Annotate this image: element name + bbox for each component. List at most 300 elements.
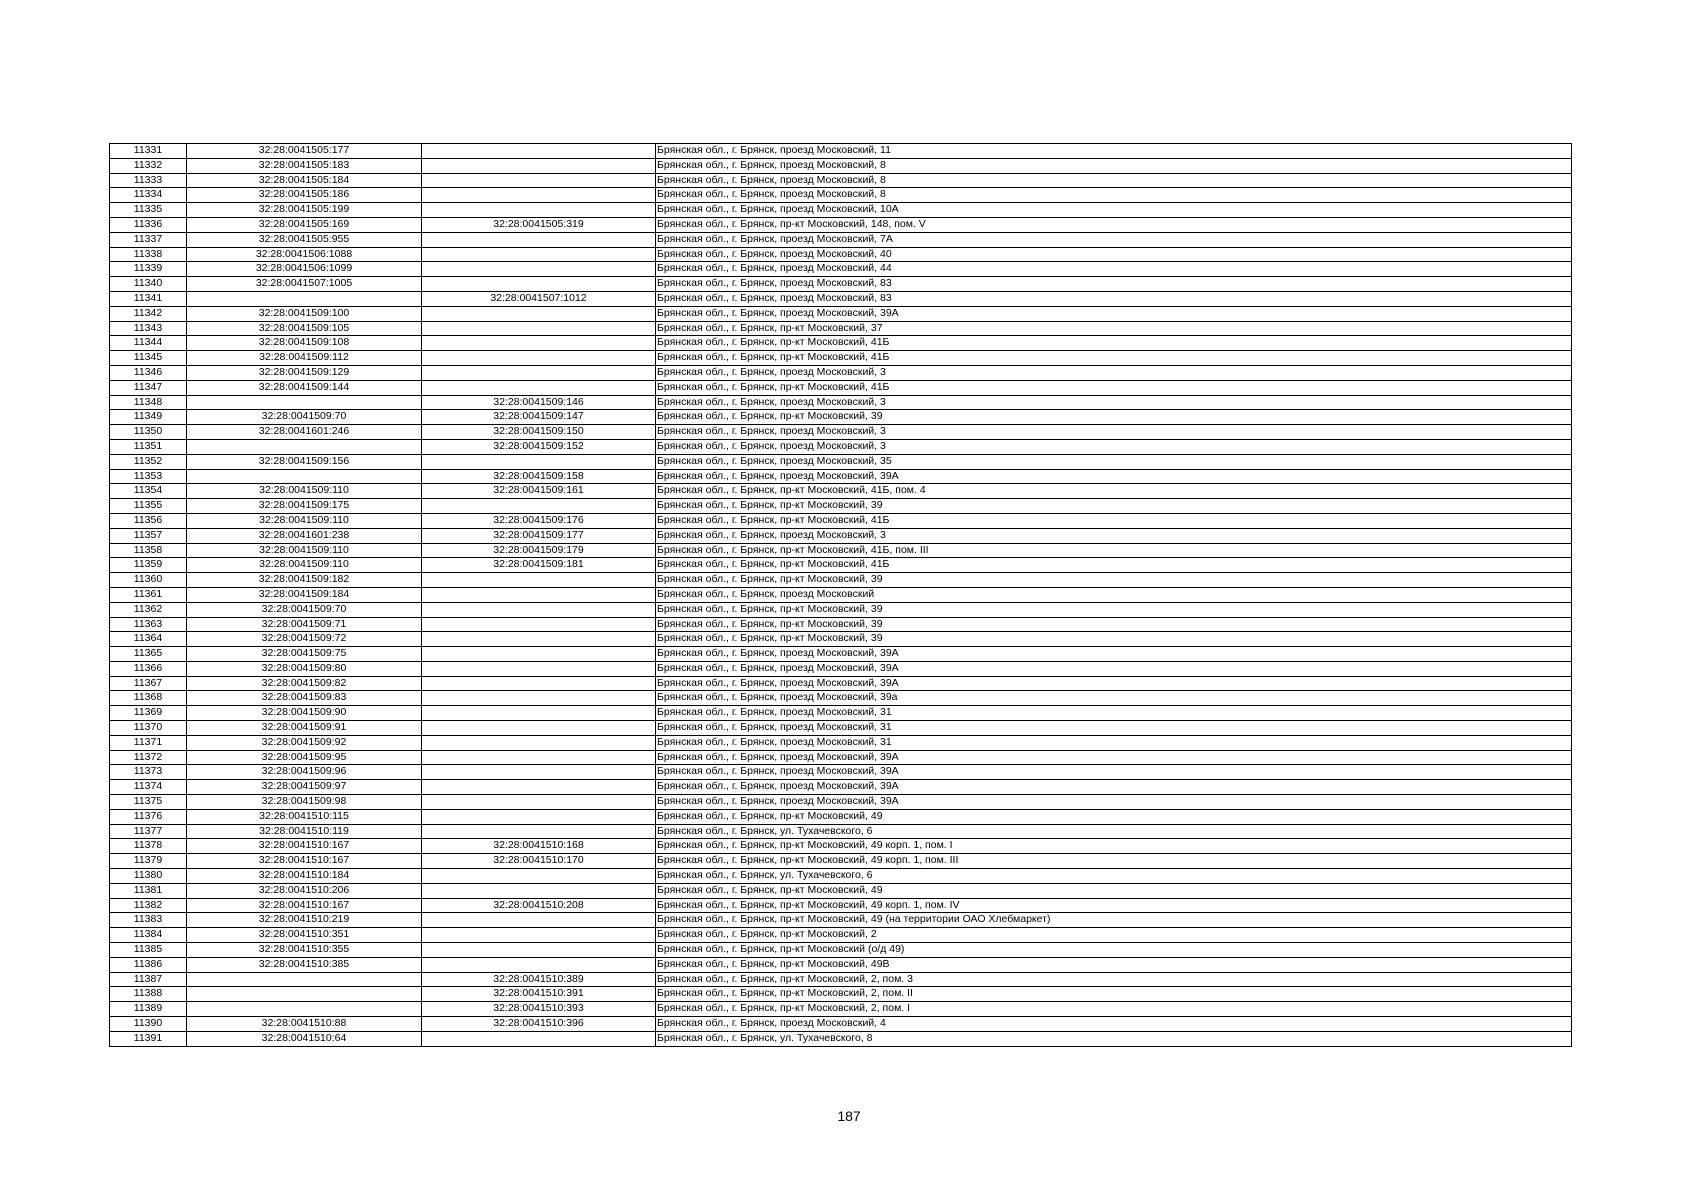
table-row xyxy=(110,957,1572,972)
row-number-cell: 11355 xyxy=(110,499,187,514)
parent-cadastral-number-cell: 32:28:0041510:391 xyxy=(422,987,656,1002)
parent-cadastral-number-cell xyxy=(422,647,656,662)
table-row xyxy=(110,765,1572,780)
address-cell: Брянская обл., г. Брянск, проезд Московский, 31 xyxy=(656,721,1572,736)
address-cell: Брянская обл., г. Брянск, пр-кт Московский, 39 xyxy=(656,410,1572,425)
address-cell: Брянская обл., г. Брянск, проезд Московский, 39А xyxy=(656,750,1572,765)
parent-cadastral-number-cell xyxy=(422,158,656,173)
cadastral-number-cell: 32:28:0041509:98 xyxy=(187,795,422,810)
row-number-cell: 11339 xyxy=(110,262,187,277)
row-number-cell: 11335 xyxy=(110,203,187,218)
cadastral-number-cell: 32:28:0041505:183 xyxy=(187,158,422,173)
cadastral-number-cell: 32:28:0041510:88 xyxy=(187,1017,422,1032)
parent-cadastral-number-cell xyxy=(422,691,656,706)
table-row xyxy=(110,144,1572,159)
table-row xyxy=(110,188,1572,203)
row-number-cell: 11377 xyxy=(110,824,187,839)
table-row xyxy=(110,306,1572,321)
row-number-cell: 11348 xyxy=(110,395,187,410)
row-number-cell: 11373 xyxy=(110,765,187,780)
cadastral-number-cell: 32:28:0041509:110 xyxy=(187,543,422,558)
parent-cadastral-number-cell xyxy=(422,380,656,395)
row-number-cell: 11375 xyxy=(110,795,187,810)
row-number-cell: 11334 xyxy=(110,188,187,203)
parent-cadastral-number-cell xyxy=(422,587,656,602)
table-row xyxy=(110,410,1572,425)
address-cell: Брянская обл., г. Брянск, пр-кт Московский, 39 xyxy=(656,632,1572,647)
row-number-cell: 11342 xyxy=(110,306,187,321)
parent-cadastral-number-cell: 32:28:0041507:1012 xyxy=(422,291,656,306)
table-row xyxy=(110,691,1572,706)
registry-table xyxy=(109,143,1572,1047)
address-cell: Брянская обл., г. Брянск, проезд Московский, 39а xyxy=(656,691,1572,706)
parent-cadastral-number-cell xyxy=(422,661,656,676)
parent-cadastral-number-cell: 32:28:0041509:152 xyxy=(422,439,656,454)
cadastral-number-cell: 32:28:0041510:167 xyxy=(187,839,422,854)
table-row xyxy=(110,232,1572,247)
row-number-cell: 11347 xyxy=(110,380,187,395)
address-cell: Брянская обл., г. Брянск, проезд Московский, 3 xyxy=(656,425,1572,440)
parent-cadastral-number-cell xyxy=(422,780,656,795)
table-row xyxy=(110,439,1572,454)
cadastral-number-cell: 32:28:0041510:351 xyxy=(187,928,422,943)
cadastral-number-cell: 32:28:0041506:1088 xyxy=(187,247,422,262)
table-row xyxy=(110,1017,1572,1032)
table-row xyxy=(110,780,1572,795)
address-cell: Брянская обл., г. Брянск, ул. Тухачевского, 6 xyxy=(656,824,1572,839)
parent-cadastral-number-cell xyxy=(422,602,656,617)
cadastral-number-cell: 32:28:0041510:184 xyxy=(187,869,422,884)
cadastral-number-cell: 32:28:0041509:71 xyxy=(187,617,422,632)
cadastral-number-cell: 32:28:0041510:115 xyxy=(187,809,422,824)
cadastral-number-cell: 32:28:0041509:105 xyxy=(187,321,422,336)
cadastral-number-cell: 32:28:0041601:238 xyxy=(187,528,422,543)
cadastral-number-cell: 32:28:0041509:96 xyxy=(187,765,422,780)
address-cell: Брянская обл., г. Брянск, пр-кт Московский, 2, пом. 3 xyxy=(656,972,1572,987)
cadastral-number-cell xyxy=(187,1002,422,1017)
table-row xyxy=(110,943,1572,958)
parent-cadastral-number-cell xyxy=(422,706,656,721)
row-number-cell: 11391 xyxy=(110,1031,187,1046)
row-number-cell: 11371 xyxy=(110,735,187,750)
table-row xyxy=(110,380,1572,395)
parent-cadastral-number-cell xyxy=(422,573,656,588)
parent-cadastral-number-cell xyxy=(422,306,656,321)
cadastral-number-cell: 32:28:0041509:175 xyxy=(187,499,422,514)
table-row xyxy=(110,469,1572,484)
row-number-cell: 11384 xyxy=(110,928,187,943)
address-cell: Брянская обл., г. Брянск, пр-кт Московский, 41Б, пом. III xyxy=(656,543,1572,558)
row-number-cell: 11370 xyxy=(110,721,187,736)
cadastral-number-cell: 32:28:0041509:70 xyxy=(187,410,422,425)
table-row xyxy=(110,454,1572,469)
cadastral-number-cell: 32:28:0041505:177 xyxy=(187,144,422,159)
row-number-cell: 11376 xyxy=(110,809,187,824)
row-number-cell: 11346 xyxy=(110,365,187,380)
address-cell: Брянская обл., г. Брянск, проезд Московский, 39А xyxy=(656,765,1572,780)
parent-cadastral-number-cell xyxy=(422,499,656,514)
parent-cadastral-number-cell xyxy=(422,869,656,884)
address-cell: Брянская обл., г. Брянск, проезд Московский, 39А xyxy=(656,306,1572,321)
address-cell: Брянская обл., г. Брянск, пр-кт Московский, 49 корп. 1, пом. III xyxy=(656,854,1572,869)
address-cell: Брянская обл., г. Брянск, проезд Московский, 7А xyxy=(656,232,1572,247)
address-cell: Брянская обл., г. Брянск, пр-кт Московский (о/д 49) xyxy=(656,943,1572,958)
parent-cadastral-number-cell: 32:28:0041510:389 xyxy=(422,972,656,987)
cadastral-number-cell: 32:28:0041509:100 xyxy=(187,306,422,321)
row-number-cell: 11357 xyxy=(110,528,187,543)
cadastral-number-cell: 32:28:0041510:355 xyxy=(187,943,422,958)
cadastral-number-cell: 32:28:0041506:1099 xyxy=(187,262,422,277)
parent-cadastral-number-cell xyxy=(422,676,656,691)
table-row xyxy=(110,824,1572,839)
table-row xyxy=(110,247,1572,262)
address-cell: Брянская обл., г. Брянск, пр-кт Московский, 37 xyxy=(656,321,1572,336)
cadastral-number-cell: 32:28:0041510:167 xyxy=(187,898,422,913)
table-row xyxy=(110,173,1572,188)
row-number-cell: 11383 xyxy=(110,913,187,928)
table-row xyxy=(110,972,1572,987)
table-row xyxy=(110,854,1572,869)
table-row xyxy=(110,513,1572,528)
table-row xyxy=(110,573,1572,588)
table-row xyxy=(110,913,1572,928)
cadastral-number-cell: 32:28:0041507:1005 xyxy=(187,277,422,292)
row-number-cell: 11350 xyxy=(110,425,187,440)
cadastral-number-cell: 32:28:0041509:82 xyxy=(187,676,422,691)
address-cell: Брянская обл., г. Брянск, проезд Московский, 40 xyxy=(656,247,1572,262)
parent-cadastral-number-cell: 32:28:0041510:208 xyxy=(422,898,656,913)
table-row xyxy=(110,321,1572,336)
row-number-cell: 11353 xyxy=(110,469,187,484)
row-number-cell: 11372 xyxy=(110,750,187,765)
address-cell: Брянская обл., г. Брянск, проезд Московский, 4 xyxy=(656,1017,1572,1032)
address-cell: Брянская обл., г. Брянск, проезд Московский, 44 xyxy=(656,262,1572,277)
row-number-cell: 11351 xyxy=(110,439,187,454)
address-cell: Брянская обл., г. Брянск, пр-кт Московский, 49 xyxy=(656,883,1572,898)
row-number-cell: 11380 xyxy=(110,869,187,884)
row-number-cell: 11387 xyxy=(110,972,187,987)
address-cell: Брянская обл., г. Брянск, пр-кт Московский, 2, пом. II xyxy=(656,987,1572,1002)
address-cell: Брянская обл., г. Брянск, пр-кт Московский, 148, пом. V xyxy=(656,217,1572,232)
address-cell: Брянская обл., г. Брянск, пр-кт Московский, 49 корп. 1, пом. I xyxy=(656,839,1572,854)
cadastral-number-cell: 32:28:0041509:110 xyxy=(187,558,422,573)
table-row xyxy=(110,262,1572,277)
parent-cadastral-number-cell: 32:28:0041509:147 xyxy=(422,410,656,425)
cadastral-number-cell: 32:28:0041509:97 xyxy=(187,780,422,795)
address-cell: Брянская обл., г. Брянск, пр-кт Московский, 41Б xyxy=(656,336,1572,351)
cadastral-number-cell: 32:28:0041509:182 xyxy=(187,573,422,588)
cadastral-number-cell: 32:28:0041509:72 xyxy=(187,632,422,647)
cadastral-number-cell: 32:28:0041510:385 xyxy=(187,957,422,972)
table-row xyxy=(110,425,1572,440)
parent-cadastral-number-cell xyxy=(422,721,656,736)
parent-cadastral-number-cell xyxy=(422,795,656,810)
row-number-cell: 11374 xyxy=(110,780,187,795)
parent-cadastral-number-cell: 32:28:0041509:158 xyxy=(422,469,656,484)
parent-cadastral-number-cell: 32:28:0041510:170 xyxy=(422,854,656,869)
cadastral-number-cell: 32:28:0041505:199 xyxy=(187,203,422,218)
address-cell: Брянская обл., г. Брянск, пр-кт Московский, 41Б xyxy=(656,351,1572,366)
parent-cadastral-number-cell: 32:28:0041510:393 xyxy=(422,1002,656,1017)
table-row xyxy=(110,869,1572,884)
table-row xyxy=(110,543,1572,558)
row-number-cell: 11389 xyxy=(110,1002,187,1017)
address-cell: Брянская обл., г. Брянск, пр-кт Московский, 39 xyxy=(656,617,1572,632)
parent-cadastral-number-cell: 32:28:0041510:168 xyxy=(422,839,656,854)
parent-cadastral-number-cell xyxy=(422,247,656,262)
table-row xyxy=(110,484,1572,499)
table-row xyxy=(110,203,1572,218)
row-number-cell: 11344 xyxy=(110,336,187,351)
address-cell: Брянская обл., г. Брянск, проезд Московский, 8 xyxy=(656,188,1572,203)
parent-cadastral-number-cell: 32:28:0041510:396 xyxy=(422,1017,656,1032)
table-row xyxy=(110,809,1572,824)
cadastral-number-cell: 32:28:0041510:167 xyxy=(187,854,422,869)
parent-cadastral-number-cell xyxy=(422,883,656,898)
parent-cadastral-number-cell xyxy=(422,277,656,292)
parent-cadastral-number-cell xyxy=(422,957,656,972)
parent-cadastral-number-cell xyxy=(422,262,656,277)
address-cell: Брянская обл., г. Брянск, проезд Московский, 83 xyxy=(656,291,1572,306)
table-row xyxy=(110,706,1572,721)
parent-cadastral-number-cell: 32:28:0041509:181 xyxy=(422,558,656,573)
cadastral-number-cell xyxy=(187,469,422,484)
address-cell: Брянская обл., г. Брянск, пр-кт Московский, 41Б xyxy=(656,380,1572,395)
table-row xyxy=(110,602,1572,617)
parent-cadastral-number-cell: 32:28:0041509:150 xyxy=(422,425,656,440)
table-row xyxy=(110,883,1572,898)
parent-cadastral-number-cell xyxy=(422,809,656,824)
parent-cadastral-number-cell xyxy=(422,365,656,380)
address-cell: Брянская обл., г. Брянск, пр-кт Московский, 41Б, пом. 4 xyxy=(656,484,1572,499)
cadastral-number-cell: 32:28:0041505:169 xyxy=(187,217,422,232)
address-cell: Брянская обл., г. Брянск, пр-кт Московский, 49 xyxy=(656,809,1572,824)
cadastral-number-cell: 32:28:0041509:70 xyxy=(187,602,422,617)
table-row xyxy=(110,647,1572,662)
row-number-cell: 11336 xyxy=(110,217,187,232)
table-row xyxy=(110,617,1572,632)
row-number-cell: 11364 xyxy=(110,632,187,647)
table-row xyxy=(110,721,1572,736)
row-number-cell: 11362 xyxy=(110,602,187,617)
row-number-cell: 11382 xyxy=(110,898,187,913)
row-number-cell: 11388 xyxy=(110,987,187,1002)
parent-cadastral-number-cell: 32:28:0041509:176 xyxy=(422,513,656,528)
address-cell: Брянская обл., г. Брянск, ул. Тухачевского, 6 xyxy=(656,869,1572,884)
address-cell: Брянская обл., г. Брянск, пр-кт Московский, 49 корп. 1, пом. IV xyxy=(656,898,1572,913)
address-cell: Брянская обл., г. Брянск, проезд Московский, 3 xyxy=(656,395,1572,410)
cadastral-number-cell xyxy=(187,972,422,987)
table-row xyxy=(110,351,1572,366)
cadastral-number-cell: 32:28:0041505:186 xyxy=(187,188,422,203)
address-cell: Брянская обл., г. Брянск, проезд Московский, 3 xyxy=(656,439,1572,454)
row-number-cell: 11332 xyxy=(110,158,187,173)
address-cell: Брянская обл., г. Брянск, проезд Московский, 8 xyxy=(656,158,1572,173)
cadastral-number-cell: 32:28:0041509:92 xyxy=(187,735,422,750)
address-cell: Брянская обл., г. Брянск, пр-кт Московский, 39 xyxy=(656,573,1572,588)
address-cell: Брянская обл., г. Брянск, проезд Московский, 39А xyxy=(656,647,1572,662)
parent-cadastral-number-cell: 32:28:0041505:319 xyxy=(422,217,656,232)
cadastral-number-cell: 32:28:0041505:955 xyxy=(187,232,422,247)
address-cell: Брянская обл., г. Брянск, пр-кт Московский, 2 xyxy=(656,928,1572,943)
cadastral-number-cell: 32:28:0041510:119 xyxy=(187,824,422,839)
row-number-cell: 11367 xyxy=(110,676,187,691)
cadastral-number-cell xyxy=(187,987,422,1002)
table-row xyxy=(110,839,1572,854)
row-number-cell: 11360 xyxy=(110,573,187,588)
table-row xyxy=(110,735,1572,750)
row-number-cell: 11359 xyxy=(110,558,187,573)
cadastral-number-cell xyxy=(187,439,422,454)
cadastral-number-cell: 32:28:0041510:64 xyxy=(187,1031,422,1046)
row-number-cell: 11349 xyxy=(110,410,187,425)
table-row xyxy=(110,558,1572,573)
row-number-cell: 11356 xyxy=(110,513,187,528)
address-cell: Брянская обл., г. Брянск, пр-кт Московский, 2, пом. I xyxy=(656,1002,1572,1017)
table-row xyxy=(110,499,1572,514)
row-number-cell: 11354 xyxy=(110,484,187,499)
table-row xyxy=(110,987,1572,1002)
cadastral-number-cell: 32:28:0041509:110 xyxy=(187,484,422,499)
cadastral-number-cell xyxy=(187,291,422,306)
cadastral-number-cell xyxy=(187,395,422,410)
cadastral-number-cell: 32:28:0041509:83 xyxy=(187,691,422,706)
parent-cadastral-number-cell xyxy=(422,454,656,469)
address-cell: Брянская обл., г. Брянск, пр-кт Московский, 49В xyxy=(656,957,1572,972)
parent-cadastral-number-cell: 32:28:0041509:179 xyxy=(422,543,656,558)
table-row xyxy=(110,365,1572,380)
cadastral-number-cell: 32:28:0041509:112 xyxy=(187,351,422,366)
row-number-cell: 11365 xyxy=(110,647,187,662)
address-cell: Брянская обл., г. Брянск, проезд Московский, 39А xyxy=(656,676,1572,691)
address-cell: Брянская обл., г. Брянск, проезд Московский, 11 xyxy=(656,144,1572,159)
row-number-cell: 11385 xyxy=(110,943,187,958)
row-number-cell: 11358 xyxy=(110,543,187,558)
cadastral-number-cell: 32:28:0041510:206 xyxy=(187,883,422,898)
address-cell: Брянская обл., г. Брянск, проезд Московский, 3 xyxy=(656,365,1572,380)
parent-cadastral-number-cell xyxy=(422,336,656,351)
cadastral-number-cell: 32:28:0041509:144 xyxy=(187,380,422,395)
parent-cadastral-number-cell xyxy=(422,632,656,647)
address-cell: Брянская обл., г. Брянск, ул. Тухачевского, 8 xyxy=(656,1031,1572,1046)
parent-cadastral-number-cell xyxy=(422,824,656,839)
row-number-cell: 11361 xyxy=(110,587,187,602)
table-row xyxy=(110,587,1572,602)
cadastral-number-cell: 32:28:0041509:95 xyxy=(187,750,422,765)
address-cell: Брянская обл., г. Брянск, проезд Московский, 31 xyxy=(656,706,1572,721)
parent-cadastral-number-cell: 32:28:0041509:161 xyxy=(422,484,656,499)
cadastral-number-cell: 32:28:0041509:110 xyxy=(187,513,422,528)
parent-cadastral-number-cell xyxy=(422,928,656,943)
row-number-cell: 11390 xyxy=(110,1017,187,1032)
parent-cadastral-number-cell xyxy=(422,750,656,765)
address-cell: Брянская обл., г. Брянск, проезд Московский, 39А xyxy=(656,469,1572,484)
parent-cadastral-number-cell xyxy=(422,1031,656,1046)
address-cell: Брянская обл., г. Брянск, пр-кт Московский, 49 (на территории ОАО Хлебмаркет) xyxy=(656,913,1572,928)
address-cell: Брянская обл., г. Брянск, проезд Московский, 10А xyxy=(656,203,1572,218)
table-row xyxy=(110,1031,1572,1046)
cadastral-number-cell: 32:28:0041509:108 xyxy=(187,336,422,351)
cadastral-number-cell: 32:28:0041509:75 xyxy=(187,647,422,662)
row-number-cell: 11340 xyxy=(110,277,187,292)
table-row xyxy=(110,661,1572,676)
address-cell: Брянская обл., г. Брянск, проезд Московский, 3 xyxy=(656,528,1572,543)
address-cell: Брянская обл., г. Брянск, проезд Московский, 39А xyxy=(656,795,1572,810)
parent-cadastral-number-cell xyxy=(422,943,656,958)
address-cell: Брянская обл., г. Брянск, проезд Московский, 8 xyxy=(656,173,1572,188)
row-number-cell: 11343 xyxy=(110,321,187,336)
row-number-cell: 11368 xyxy=(110,691,187,706)
parent-cadastral-number-cell: 32:28:0041509:177 xyxy=(422,528,656,543)
row-number-cell: 11341 xyxy=(110,291,187,306)
cadastral-number-cell: 32:28:0041509:156 xyxy=(187,454,422,469)
parent-cadastral-number-cell xyxy=(422,913,656,928)
address-cell: Брянская обл., г. Брянск, проезд Московский, 35 xyxy=(656,454,1572,469)
row-number-cell: 11345 xyxy=(110,351,187,366)
table-row xyxy=(110,158,1572,173)
table-row xyxy=(110,336,1572,351)
table-row xyxy=(110,632,1572,647)
parent-cadastral-number-cell xyxy=(422,765,656,780)
parent-cadastral-number-cell xyxy=(422,321,656,336)
row-number-cell: 11366 xyxy=(110,661,187,676)
row-number-cell: 11337 xyxy=(110,232,187,247)
table-row xyxy=(110,928,1572,943)
row-number-cell: 11386 xyxy=(110,957,187,972)
parent-cadastral-number-cell: 32:28:0041509:146 xyxy=(422,395,656,410)
registry-table-body xyxy=(110,144,1572,1047)
table-row xyxy=(110,676,1572,691)
address-cell: Брянская обл., г. Брянск, проезд Московский, 39А xyxy=(656,661,1572,676)
address-cell: Брянская обл., г. Брянск, проезд Московский, 31 xyxy=(656,735,1572,750)
address-cell: Брянская обл., г. Брянск, пр-кт Московский, 41Б xyxy=(656,513,1572,528)
parent-cadastral-number-cell xyxy=(422,188,656,203)
cadastral-number-cell: 32:28:0041509:90 xyxy=(187,706,422,721)
row-number-cell: 11378 xyxy=(110,839,187,854)
row-number-cell: 11363 xyxy=(110,617,187,632)
cadastral-number-cell: 32:28:0041509:91 xyxy=(187,721,422,736)
row-number-cell: 11352 xyxy=(110,454,187,469)
cadastral-number-cell: 32:28:0041509:184 xyxy=(187,587,422,602)
parent-cadastral-number-cell xyxy=(422,617,656,632)
row-number-cell: 11381 xyxy=(110,883,187,898)
parent-cadastral-number-cell xyxy=(422,351,656,366)
address-cell: Брянская обл., г. Брянск, проезд Московский xyxy=(656,587,1572,602)
table-row xyxy=(110,291,1572,306)
page-number: 187 xyxy=(837,1108,861,1124)
table-row xyxy=(110,395,1572,410)
parent-cadastral-number-cell xyxy=(422,144,656,159)
cadastral-number-cell: 32:28:0041509:80 xyxy=(187,661,422,676)
parent-cadastral-number-cell xyxy=(422,173,656,188)
table-row xyxy=(110,1002,1572,1017)
parent-cadastral-number-cell xyxy=(422,203,656,218)
cadastral-number-cell: 32:28:0041601:246 xyxy=(187,425,422,440)
table-row xyxy=(110,795,1572,810)
row-number-cell: 11338 xyxy=(110,247,187,262)
cadastral-number-cell: 32:28:0041509:129 xyxy=(187,365,422,380)
address-cell: Брянская обл., г. Брянск, проезд Московский, 83 xyxy=(656,277,1572,292)
address-cell: Брянская обл., г. Брянск, пр-кт Московский, 39 xyxy=(656,602,1572,617)
table-row xyxy=(110,528,1572,543)
table-row xyxy=(110,750,1572,765)
table-row xyxy=(110,277,1572,292)
cadastral-number-cell: 32:28:0041510:219 xyxy=(187,913,422,928)
cadastral-number-cell: 32:28:0041505:184 xyxy=(187,173,422,188)
table-row xyxy=(110,217,1572,232)
row-number-cell: 11331 xyxy=(110,144,187,159)
row-number-cell: 11333 xyxy=(110,173,187,188)
